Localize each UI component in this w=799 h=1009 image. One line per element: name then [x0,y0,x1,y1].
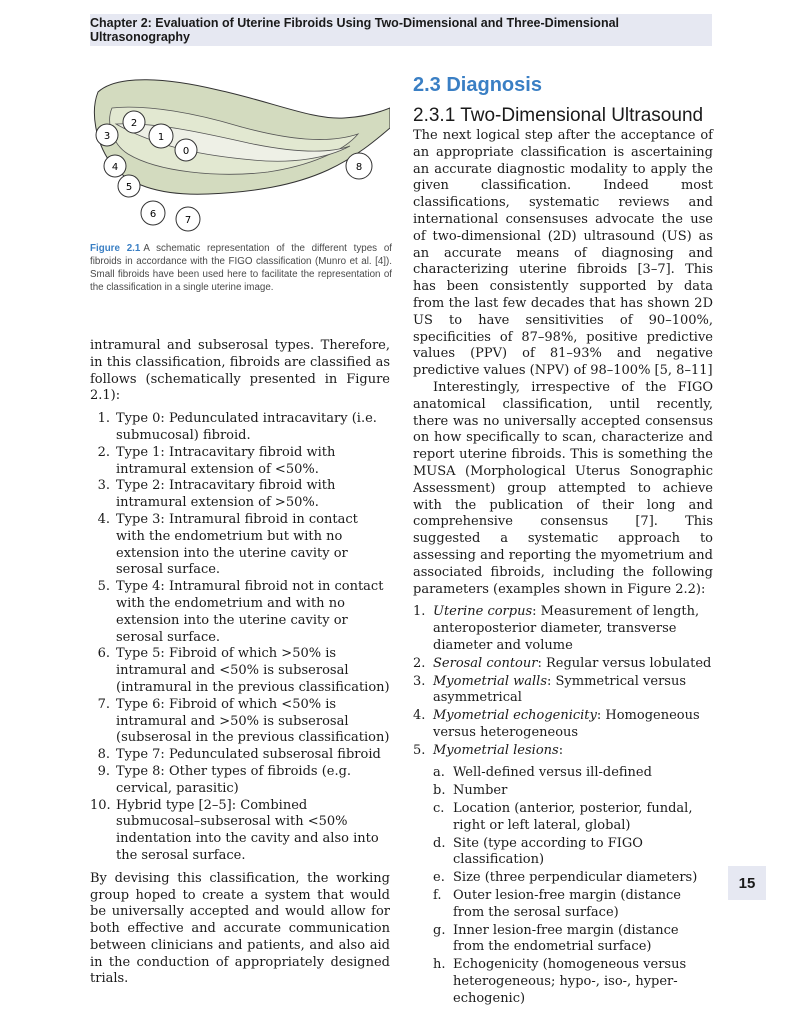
list-item: g. Inner lesion-free margin (distance from the endometrial surface) [433,922,679,955]
fibroid-label-3 [96,124,118,146]
list-item: 2. Serosal contour: Regular versus lobulated [413,655,712,671]
svg-text:7: 7 [184,215,192,226]
list-item: 8. Type 7: Pedunculated subserosal fibroid [97,747,381,763]
list-item: 1. Uterine corpus: Measurement of length, anteroposterior diameter, transverse diameter and volume [413,604,700,653]
subsection-title: 2.3.1 Two-Dimensional Ultrasound [413,105,704,126]
svg-text:6: 6 [149,209,157,220]
list-item: 4. Type 3: Intramural fibroid in contact with the endometrium but with no extension into the uterine cavity or serosal surface. [97,511,358,578]
right-column [413,128,713,1009]
list-item: 9. Type 8: Other types of fibroids (e.g. cervical, parasitic) [97,763,352,796]
figure-caption-label: Figure 2.1 [90,243,141,254]
right-paragraph-2: Interestingly, irrespective of the FIGO anatomical classification, until recently, there was no universally accepted consensus on how specifically to scan, characterize and report uterine fibroids. This is something the MUSA (Morphological Uterus Sonographic Assessment) group attempted to achieve with the publication of their long and comprehensive consensus [7]. This suggested a systematic approach to assessing and reporting the myometrium and associated fibroids, including the following parameters (examples shown in Figure 2.2): [413,379,713,597]
list-item: 10. Hybrid type [2–5]: Combined submucosal–subserosal with <50% indentation into the cavity and also into the serosal surface. [90,797,379,863]
fibroid-label-7 [176,207,200,231]
fibroid-label-8 [346,153,372,179]
list-item: 5. Myometrial lesions: [413,742,564,758]
figure-caption [90,243,392,295]
fibroid-label-5 [118,175,140,197]
svg-text:4: 4 [111,162,119,173]
fibroid-label-4 [104,155,126,177]
svg-text:1: 1 [157,132,165,143]
list-item: 3. Myometrial walls: Symmetrical versus asymmetrical [413,673,687,706]
list-item: c. Location (anterior, posterior, fundal, right or left lateral, global) [433,801,693,833]
lesion-parameter-list [413,765,713,1007]
fibroid-label-6 [141,201,165,225]
list-item: 6. Type 5: Fibroid of which >50% is intramural and <50% is subserosal (intramural in the previous classification) [97,646,390,695]
fibroid-label-0 [175,139,197,161]
list-item: f. Outer lesion-free margin (distance from the serosal surface) [433,888,681,920]
list-item: d. Site (type according to FIGO classification) [433,835,643,868]
left-paragraph-1: intramural and subserosal types. Therefore, in this classification, fibroids are classified as follows (schematically presented in Figure 2.1): [90,338,390,404]
list-item: 3. Type 2: Intracavitary fibroid with intramural extension of >50%. [97,478,336,511]
fibroid-type-list [90,411,390,865]
list-item: 5. Type 4: Intramural fibroid not in contact with the endometrium and with no extension into the uterine cavity or serosal surface. [97,579,384,645]
parameter-list [413,604,713,759]
left-paragraph-2: By devising this classification, the working group hoped to create a system that would be universally accepted and would allow for both effective and accurate communication between clinicians and patients, and also aid in the conduction of appropriately designed trials. [90,870,390,987]
running-title: Chapter 2: Evaluation of Uterine Fibroids Using Two-Dimensional and Three-Dimensional Ultrasonography [90,16,619,44]
svg-text:3: 3 [103,131,111,142]
fibroid-label-2 [123,111,145,133]
uterus-figure [88,62,390,242]
list-item: 4. Myometrial echogenicity: Homogeneous versus heterogeneous [413,708,700,740]
page-number: 15 [728,866,766,900]
list-item: b. Number [433,783,508,799]
running-header [90,14,712,46]
list-item: e. Size (three perpendicular diameters) [433,870,698,886]
list-item: 2. Type 1: Intracavitary fibroid with intramural extension of <50%. [97,444,336,477]
left-column [90,338,390,988]
right-paragraph-1: The next logical step after the acceptance of an appropriate classification is ascertaining an accurate diagnostic modality to apply the given classification. Indeed most classifications, systematic reviews and international consensuses advocate the use of two-dimensional (2D) ultrasound (US) as an accurate means of diagnosing and characterizing uterine fibroids [3–7]. This has been consistently supported by data from the last few decades that has shown 2D US to have sensitivities of 90–100%, specificities of 87–98%, positive predictive values (PPV) of 81–93% and negative predictive values (NPV) of 98–100% [5, 8–11] [413,128,713,379]
fibroid-label-1 [149,124,173,148]
svg-text:5: 5 [125,182,133,193]
list-item: 7. Type 6: Fibroid of which <50% is intramural and >50% is subserosal (subserosal in the previous classification) [97,696,390,746]
figure-caption-text: A schematic representation of the different types of fibroids in accordance with the FIGO classification (Munro et al. [4]). Small fibroids have been used here to facilitate the representation of the classification in a single uterine image. [90,243,392,293]
list-item: a. Well-defined versus ill-defined [433,765,652,781]
section-title: 2.3 Diagnosis [413,74,542,96]
svg-text:2: 2 [130,118,138,129]
list-item: h. Echogenicity (homogeneous versus heterogeneous; hypo-, iso-, hyper-echogenic) [433,957,687,1006]
list-item: 1. Type 0: Pedunculated intracavitary (i.e. submucosal) fibroid. [97,411,377,443]
svg-text:0: 0 [182,146,190,157]
svg-text:8: 8 [355,162,363,173]
